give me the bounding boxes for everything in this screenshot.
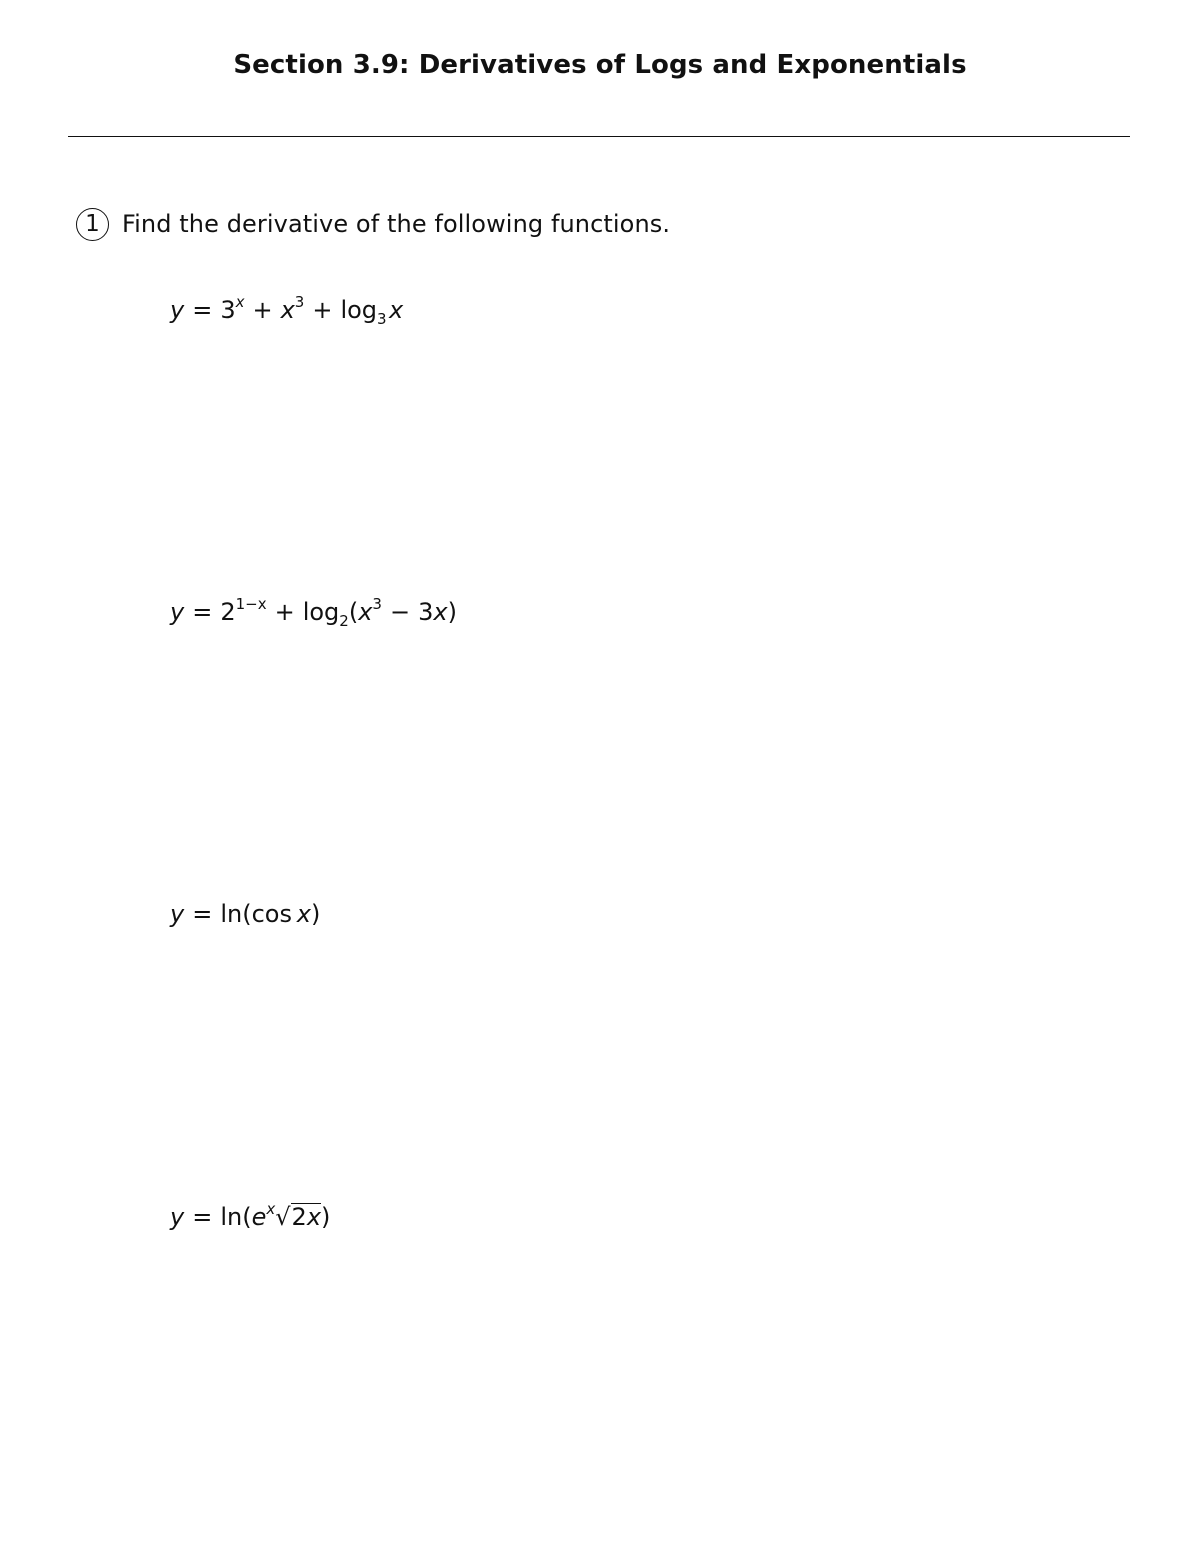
coefficient: 3 xyxy=(418,598,434,626)
log-base: 2 xyxy=(339,612,349,630)
var-x: x xyxy=(306,1203,322,1231)
log-function: log xyxy=(340,296,378,324)
open-paren: ( xyxy=(242,1203,252,1231)
cos-function: cos xyxy=(251,900,292,928)
question-1 xyxy=(76,204,670,244)
coefficient: 2 xyxy=(291,1203,307,1231)
var-y: y xyxy=(170,900,185,928)
term-base: 3 xyxy=(220,296,236,324)
question-prompt: Find the derivative of the following functions. xyxy=(122,210,671,238)
term-base: x xyxy=(280,296,295,324)
ln-function: ln xyxy=(220,900,243,928)
var-x: x xyxy=(296,900,311,928)
open-paren: ( xyxy=(242,900,252,928)
equals-sign: = xyxy=(192,598,213,626)
term-exponent: 1−x xyxy=(235,595,267,613)
problem-4-equation xyxy=(170,1200,331,1231)
term-base: 2 xyxy=(220,598,236,626)
square-root xyxy=(275,1203,321,1229)
open-paren: ( xyxy=(348,598,359,626)
problem-3-equation xyxy=(170,902,320,926)
equals-sign: = xyxy=(192,900,213,928)
page-title: Section 3.9: Derivatives of Logs and Exponentials xyxy=(233,50,967,80)
header-divider xyxy=(68,136,1130,137)
log-function: log xyxy=(302,598,340,626)
close-paren: ) xyxy=(447,598,457,626)
var-y: y xyxy=(170,598,185,626)
close-paren: ) xyxy=(321,1203,331,1231)
equals-sign: = xyxy=(192,1203,213,1231)
log-base: 3 xyxy=(377,310,387,328)
radicand xyxy=(291,1203,321,1229)
plus-sign: + xyxy=(274,598,295,626)
minus-sign: − xyxy=(389,598,411,626)
term-exponent: 3 xyxy=(294,293,305,311)
term-exponent: x xyxy=(235,293,245,311)
term-exponent: x xyxy=(266,1200,276,1218)
var-y: y xyxy=(170,1203,185,1231)
radical-sign: √ xyxy=(275,1203,291,1231)
var-y: y xyxy=(170,296,185,324)
log-argument: x xyxy=(388,296,404,324)
question-number-circle: 1 xyxy=(76,208,109,241)
var-x: x xyxy=(358,598,373,626)
var-x: x xyxy=(433,598,448,626)
close-paren: ) xyxy=(310,900,321,928)
term-exponent: 3 xyxy=(372,595,382,613)
plus-sign: + xyxy=(252,296,273,324)
ln-function: ln xyxy=(220,1203,243,1231)
equals-sign: = xyxy=(192,296,213,324)
problem-2-equation xyxy=(170,595,457,630)
plus-sign: + xyxy=(312,296,333,324)
problem-1-equation xyxy=(170,293,404,328)
euler-e: e xyxy=(251,1203,267,1231)
